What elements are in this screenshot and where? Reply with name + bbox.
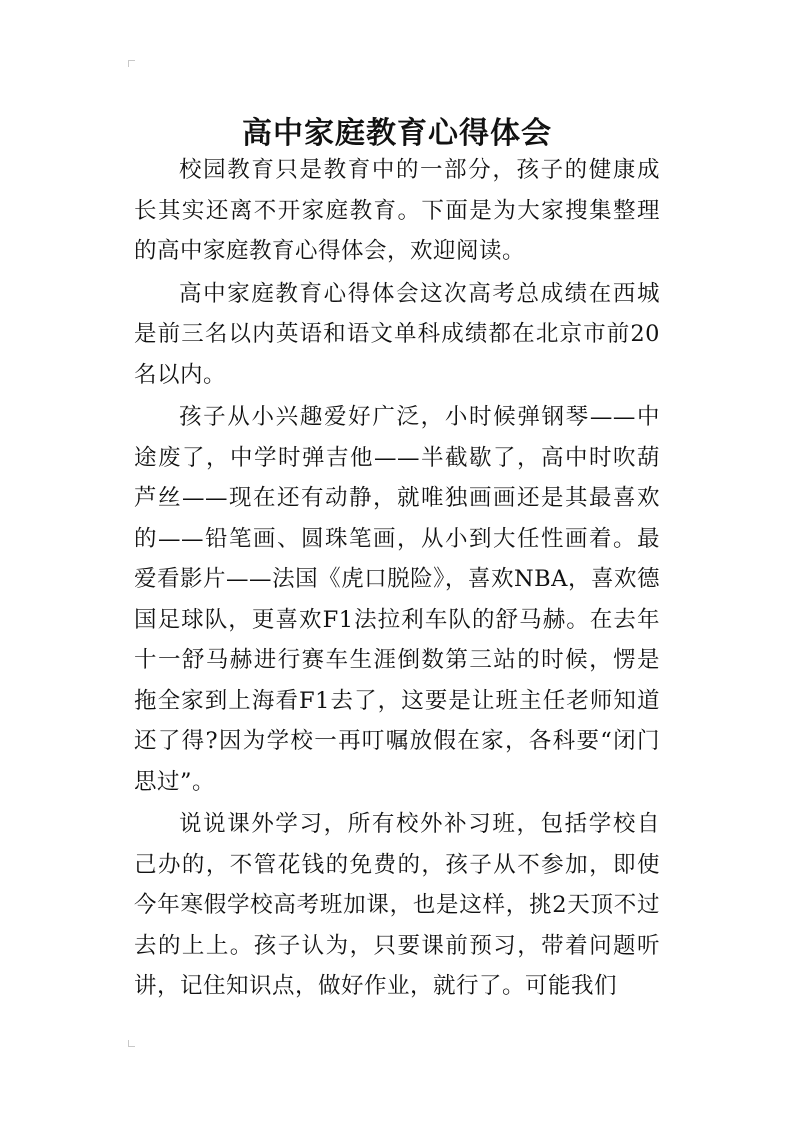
corner-crop-mark	[128, 60, 135, 67]
corner-crop-mark	[128, 1040, 135, 1047]
article-body	[134, 150, 660, 1009]
paragraph: 校园教育只是教育中的一部分，孩子的健康成长其实还离不开家庭教育。下面是为大家搜集整理的高中家庭教育心得体会，欢迎阅读。	[134, 157, 660, 264]
paragraph: 孩子从小兴趣爱好广泛，小时候弹钢琴——中途废了，中学时弹吉他——半截歇了，高中时吹葫芦丝——现在还有动静，就唯独画画还是其最喜欢的——铅笔画、圆珠笔画，从小到大任性画着。最爱看影片——法国《虎口脱险》，喜欢NBA，喜欢德国足球队，更喜欢F1法拉利车队的舒马赫。在去年十一舒马赫进行赛车生涯倒数第三站的时候，愣是拖全家到上海看F1去了，这要是让班主任老师知道还了得?因为学校一再叮嘱放假在家，各科要“闭门思过”。	[134, 404, 660, 795]
paragraph: 说说课外学习，所有校外补习班，包括学校自己办的，不管花钱的免费的，孩子从不参加，即使今年寒假学校高考班加课，也是这样，挑2天顶不过去的上上。孩子认为，只要课前预习，带着问题听讲，记住知识点，做好作业，就行了。可能我们	[134, 811, 660, 999]
page-title: 高中家庭教育心得体会	[242, 116, 552, 152]
paragraph: 高中家庭教育心得体会这次高考总成绩在西城是前三名以内英语和语文单科成绩都在北京市前20名以内。	[134, 280, 660, 388]
